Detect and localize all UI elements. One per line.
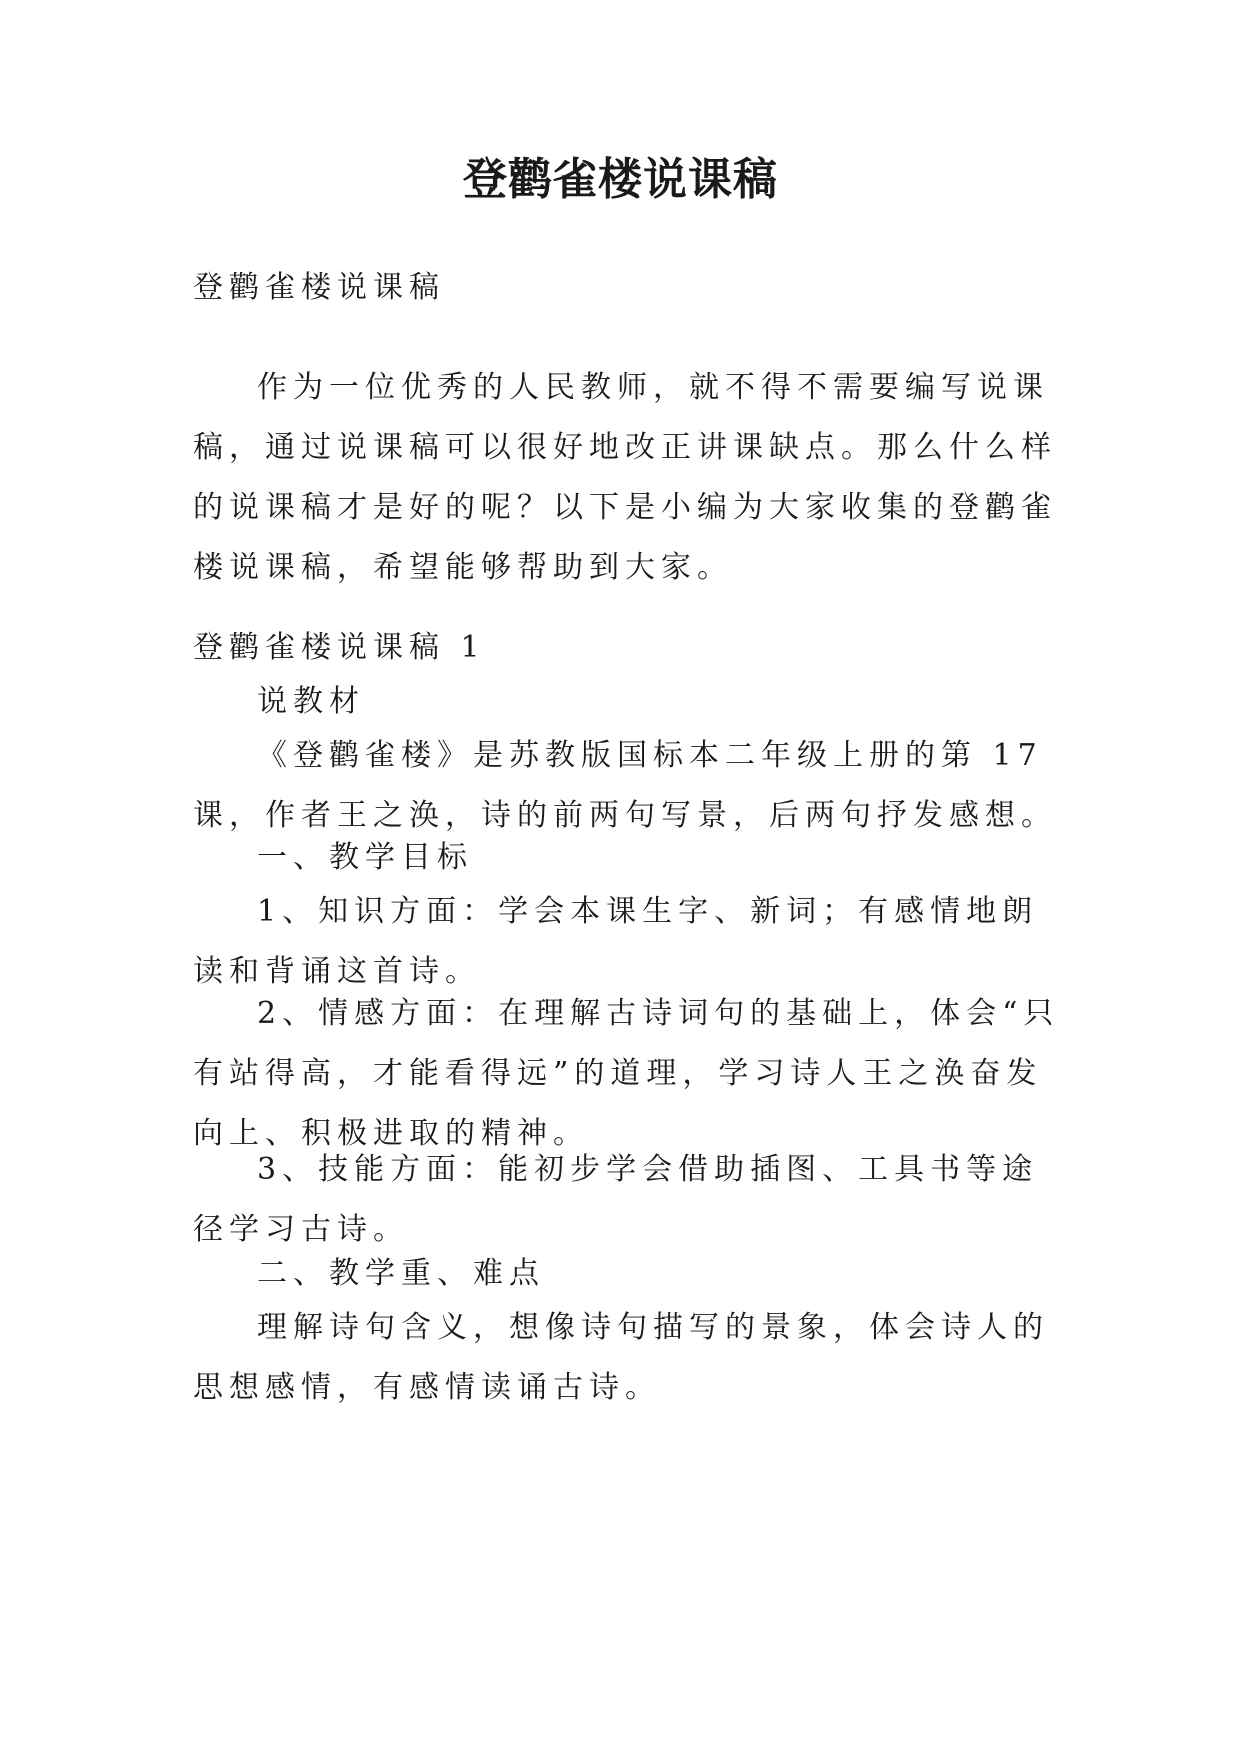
paragraph-textbook: 说教材 [257, 684, 365, 719]
goal-knowledge: 1、知识方面：学会本课生字、新词；有感情地朗读和背诵这首诗。 [193, 894, 1039, 989]
goal-emotion: 2、情感方面：在理解古诗词句的基础上，体会“只有站得高，才能看得远”的道理，学习诗人王之涣奋发向上、积极进取的精神。 [193, 996, 1060, 1151]
heading-key-points: 二、教学重、难点 [257, 1256, 545, 1291]
document-subtitle: 登鹳雀楼说课稿 [193, 270, 445, 305]
document-title: 登鹳雀楼说课稿 [463, 154, 778, 205]
section-heading: 登鹳雀楼说课稿 1 [193, 630, 486, 665]
paragraph-textbook-description: 《登鹳雀楼》是苏教版国标本二年级上册的第 17 课，作者王之涣，诗的前两句写景，后两句抒发感想。 [193, 738, 1057, 833]
intro-paragraph: 作为一位优秀的人民教师，就不得不需要编写说课稿，通过说课稿可以很好地改正讲课缺点。那么什么样的说课稿才是好的呢？以下是小编为大家收集的登鹳雀楼说课稿，希望能够帮助到大家。 [193, 370, 1057, 585]
key-points-content: 理解诗句含义，想像诗句描写的景象，体会诗人的思想感情，有感情读诵古诗。 [193, 1310, 1049, 1405]
heading-teaching-goals: 一、教学目标 [257, 840, 473, 875]
goal-skill: 3、技能方面：能初步学会借助插图、工具书等途径学习古诗。 [193, 1152, 1039, 1247]
